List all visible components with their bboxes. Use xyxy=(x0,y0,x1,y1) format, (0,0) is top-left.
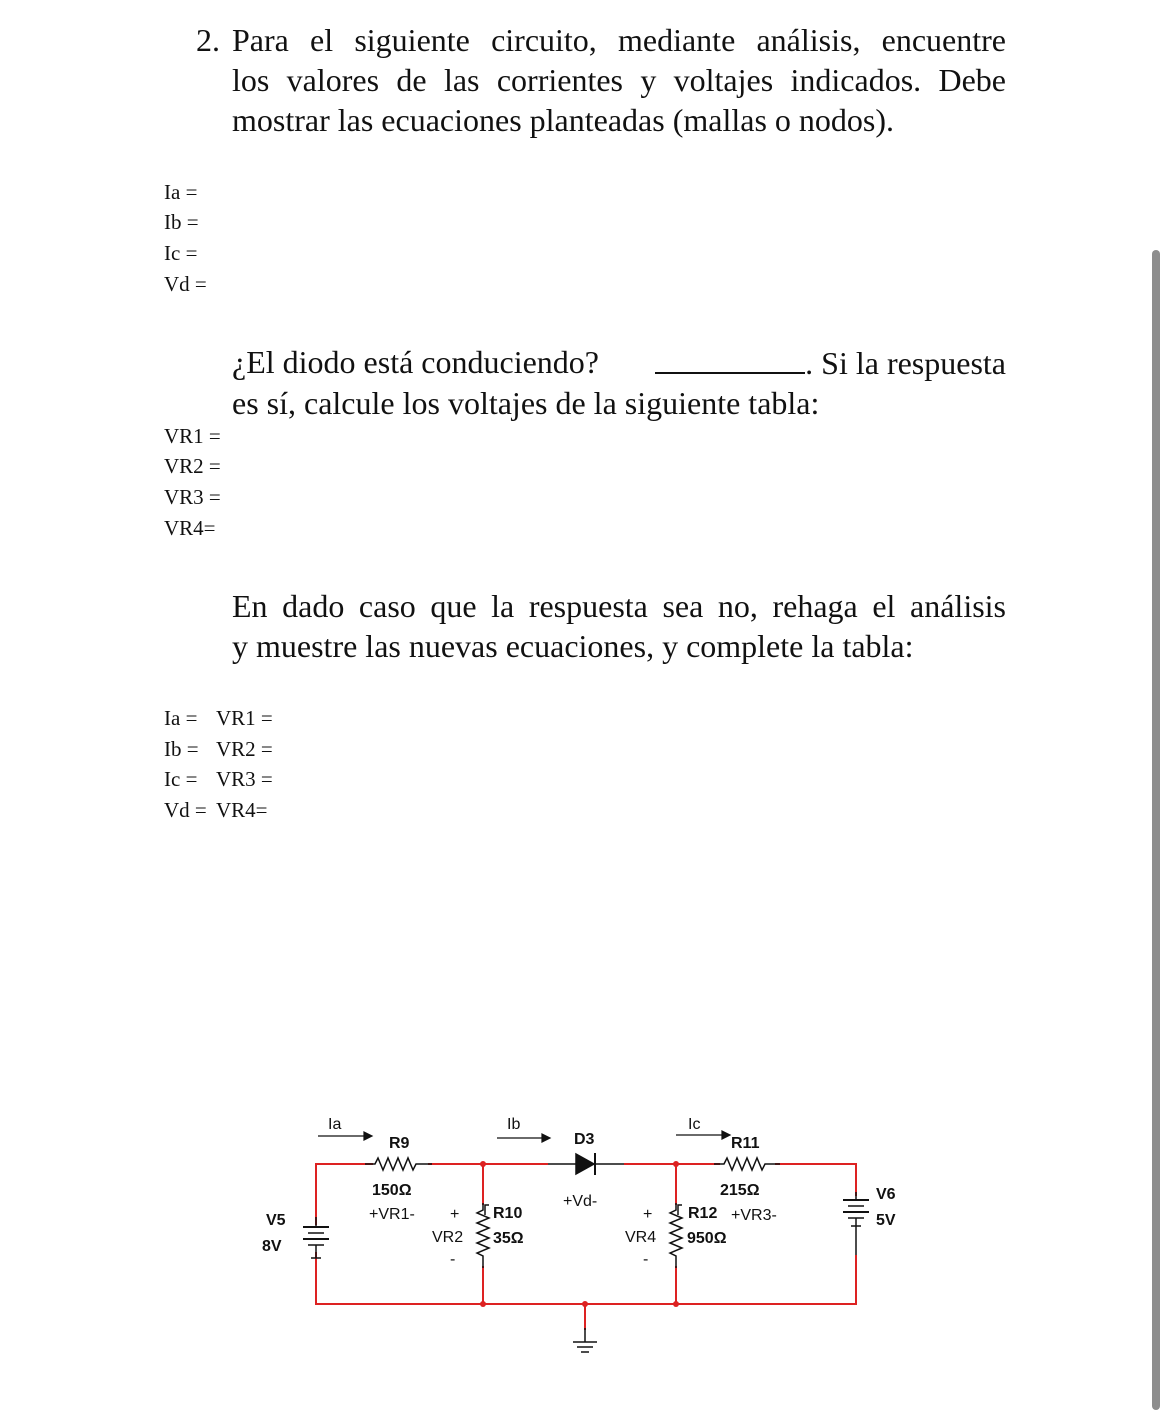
ia-arrow-icon xyxy=(318,1132,372,1140)
answer-vd: Vd = xyxy=(164,272,207,296)
vertical-scrollbar[interactable] xyxy=(1152,250,1160,1410)
answer-vr4: VR4= xyxy=(164,516,216,540)
wire-left-bottom xyxy=(316,1252,856,1304)
r11-resistor-icon xyxy=(714,1158,780,1170)
wire-left xyxy=(316,1164,373,1225)
ic-label: Ic xyxy=(688,1116,701,1133)
junction-top-1 xyxy=(480,1161,486,1167)
r9-value: 150Ω xyxy=(372,1182,412,1199)
ic-arrow-icon xyxy=(676,1131,730,1139)
diode-question-line-2: es sí, calcule los voltajes de la siguiente tabla: xyxy=(232,385,820,421)
r12-terminal-icon xyxy=(678,1205,682,1215)
wire-right xyxy=(775,1164,856,1196)
v6-battery-icon xyxy=(843,1192,869,1255)
d3-name: D3 xyxy=(574,1131,595,1148)
v5-value: 8V xyxy=(262,1238,282,1255)
redo-line-2: y muestre las nuevas ecuaciones, y complete la tabla: xyxy=(232,628,914,664)
vr2-label: VR2 xyxy=(432,1229,464,1246)
redo-line-1: En dado caso que la respuesta sea no, rehaga el análisis xyxy=(232,588,1006,624)
vd-label: +Vd- xyxy=(563,1193,598,1210)
answer-ib: Ib = xyxy=(164,210,199,234)
r9-resistor-icon xyxy=(365,1158,432,1170)
diode-question-text: ¿El diodo está conduciendo? xyxy=(232,344,599,380)
problem-line-2: los valores de las corrientes y voltajes indicados. Debe xyxy=(232,62,1006,98)
diode-question-continuation: . Si la respuesta xyxy=(805,345,1006,381)
ground-icon xyxy=(573,1328,597,1352)
problem-line-1: Para el siguiente circuito, mediante análisis, encuentre xyxy=(232,22,1006,58)
vr4-minus: - xyxy=(643,1251,649,1268)
vr3-label: +VR3- xyxy=(731,1207,777,1224)
ia-label: Ia xyxy=(328,1116,342,1133)
vr4-plus: + xyxy=(643,1206,653,1223)
answer-vr2: VR2 = xyxy=(164,454,221,478)
problem-number: 2. xyxy=(196,22,220,58)
r11-name: R11 xyxy=(731,1135,760,1152)
ib-label: Ib xyxy=(507,1116,521,1133)
r10-resistor-icon xyxy=(477,1203,489,1268)
v6-name: V6 xyxy=(876,1186,896,1203)
answer-vr1: VR1 = xyxy=(164,424,221,448)
r12-resistor-icon xyxy=(670,1203,682,1268)
junction-bottom-2 xyxy=(582,1301,588,1307)
problem-line-3: mostrar las ecuaciones planteadas (mallas o nodos). xyxy=(232,102,894,138)
answer-vr3: VR3 = xyxy=(164,485,221,509)
vr2-minus: - xyxy=(450,1251,456,1268)
r12-name: R12 xyxy=(688,1205,718,1222)
r10-value: 35Ω xyxy=(493,1230,524,1247)
second-ia: Ia = xyxy=(164,706,198,730)
second-vr1: VR1 = xyxy=(216,706,273,730)
r10-terminal-icon xyxy=(485,1205,489,1215)
r12-value: 950Ω xyxy=(687,1230,727,1247)
vr4-label: VR4 xyxy=(625,1229,657,1246)
d3-diode-icon xyxy=(548,1153,624,1175)
v5-battery-icon xyxy=(303,1217,329,1258)
r10-name: R10 xyxy=(493,1205,523,1222)
junction-bottom-3 xyxy=(673,1301,679,1307)
second-ic: Ic = xyxy=(164,767,198,791)
second-vr4: VR4= xyxy=(216,798,268,822)
second-ib: Ib = xyxy=(164,737,199,761)
second-vr2: VR2 = xyxy=(216,737,273,761)
ib-arrow-icon xyxy=(497,1134,550,1142)
second-vr3: VR3 = xyxy=(216,767,273,791)
r9-name: R9 xyxy=(389,1135,410,1152)
v6-value: 5V xyxy=(876,1212,896,1229)
second-vd: Vd = xyxy=(164,798,207,822)
vr2-plus: + xyxy=(450,1206,460,1223)
junction-bottom-1 xyxy=(480,1301,486,1307)
answer-ic: Ic = xyxy=(164,241,198,265)
r11-value: 215Ω xyxy=(720,1182,760,1199)
vr1-label: +VR1- xyxy=(369,1206,415,1223)
v5-name: V5 xyxy=(266,1212,286,1229)
junction-top-2 xyxy=(673,1161,679,1167)
answer-ia: Ia = xyxy=(164,180,198,204)
